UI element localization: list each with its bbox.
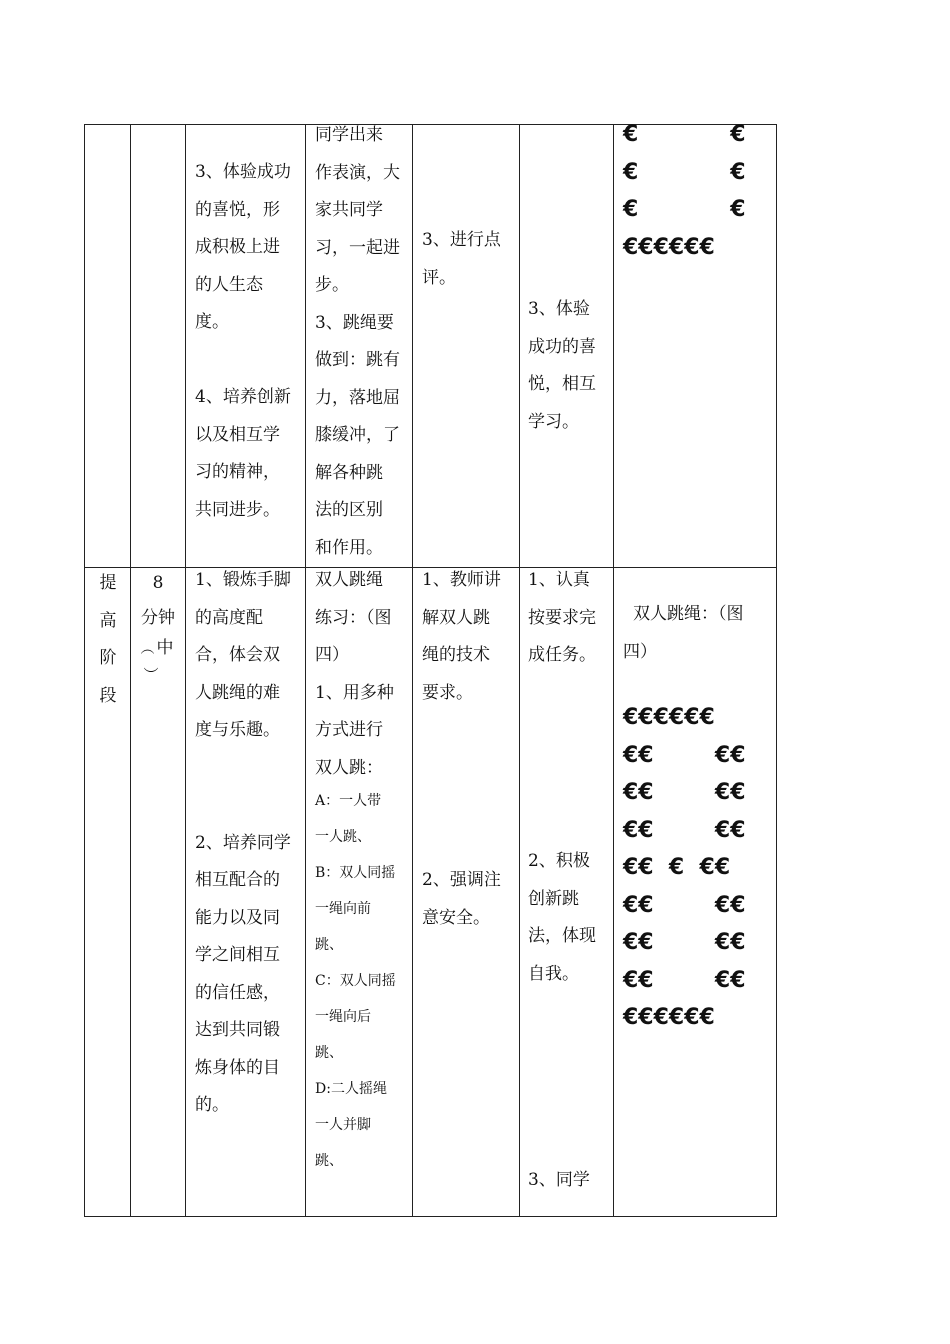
formation-row: €€ €€ xyxy=(623,817,746,843)
text-line: 1、教师讲 xyxy=(422,570,501,590)
row2-formation-caption xyxy=(623,596,773,671)
text-line: 跳、 xyxy=(315,1045,343,1061)
time-middle xyxy=(133,633,183,664)
text-line: 双人跳绳：（图 xyxy=(633,604,744,624)
text-line: 的人生态 xyxy=(195,274,263,295)
column-border xyxy=(412,124,413,1217)
text-char: 提 xyxy=(99,573,117,593)
formation-row: €€ €€ xyxy=(623,742,746,768)
text-char: 段 xyxy=(99,685,117,706)
text-line: C：双人同摇 xyxy=(315,973,396,989)
text-line: 法，体现 xyxy=(528,926,596,946)
text-line: 力，落地屈 xyxy=(315,387,400,408)
row2-student-cell-a xyxy=(528,562,596,675)
text-line: 方式进行 xyxy=(315,720,383,740)
text-line: 要求。 xyxy=(422,682,473,703)
spacer-line xyxy=(422,787,501,825)
text-line: 绳的技术 xyxy=(422,645,490,665)
text-line: 自我。 xyxy=(528,963,579,984)
text-line: 3、进行点 xyxy=(422,230,501,250)
row2-student-cell-c xyxy=(528,1162,590,1200)
text-line: 3、同学 xyxy=(528,1170,590,1190)
formation-row: € € xyxy=(623,122,746,147)
formation-row: €€ €€ xyxy=(623,892,746,918)
text-line: 2、积极 xyxy=(528,851,590,871)
text-line: 学习。 xyxy=(528,411,579,432)
text-line: 合，体会双 xyxy=(195,645,280,665)
text-line: 四） xyxy=(315,645,349,665)
text-line: 同学出来 xyxy=(315,125,383,145)
text-line: 共同进步。 xyxy=(195,499,280,520)
text-line: 悦，相互 xyxy=(528,374,596,394)
formation-row: €€ €€ xyxy=(623,780,746,805)
text-line: 跳、 xyxy=(315,1153,343,1169)
text-char: 中 xyxy=(156,637,174,658)
text-line: 3、跳绳要 xyxy=(315,312,394,333)
text-line: 四） xyxy=(623,641,657,662)
column-border xyxy=(613,124,614,1217)
text-line: 度。 xyxy=(195,312,229,332)
text-line: A：一人带 xyxy=(315,793,382,809)
text-line: 的信任感， xyxy=(195,982,280,1003)
text-line: 习，一起进 xyxy=(315,237,400,258)
text-line: 能力以及同 xyxy=(195,907,280,928)
row-border xyxy=(84,1216,777,1217)
text-line: 一绳向后 xyxy=(315,1009,371,1025)
formation-row: €€€€€€ xyxy=(623,234,715,260)
formation-row: €€€€€€ xyxy=(623,705,715,730)
text-char: 阶 xyxy=(99,648,117,668)
text-line: 双人跳绳 xyxy=(315,570,383,590)
text-line: D:二人摇绳 xyxy=(315,1081,387,1097)
text-line: 一人并脚 xyxy=(315,1117,371,1133)
lesson-plan-table xyxy=(84,124,777,1217)
column-border xyxy=(519,124,520,1217)
text-line: 成任务。 xyxy=(528,645,596,665)
spacer-line xyxy=(195,750,291,788)
text-line: 练习：（图 xyxy=(315,607,392,628)
row1-student-cell xyxy=(528,291,596,441)
text-line: 2、培养同学 xyxy=(195,832,291,853)
text-line: 成功的喜 xyxy=(528,336,596,357)
text-char: 高 xyxy=(99,610,117,631)
formation-row: € € xyxy=(623,197,746,222)
text-line: 的喜悦，形 xyxy=(195,199,280,220)
text-line: 4、培养创新 xyxy=(195,387,291,407)
spacer-line xyxy=(422,750,501,788)
text-line: 步。 xyxy=(315,275,349,295)
row2-goals-cell xyxy=(195,562,291,1125)
text-line: 1、认真 xyxy=(528,570,590,590)
text-line: 按要求完 xyxy=(528,607,596,628)
spacer-line xyxy=(422,712,501,750)
text-line: 双人跳： xyxy=(315,757,383,778)
text-line: 相互配合的 xyxy=(195,870,280,890)
text-line: 炼身体的目 xyxy=(195,1057,280,1078)
text-line: 评。 xyxy=(422,267,456,288)
text-line: 2、强调注 xyxy=(422,870,501,890)
column-border xyxy=(305,124,306,1217)
text-line: 度与乐趣。 xyxy=(195,720,280,740)
row2-content-cell xyxy=(315,562,394,787)
text-line: 家共同学 xyxy=(315,200,383,220)
text-line: B：双人同摇 xyxy=(315,865,396,881)
text-line: 膝缓冲，了 xyxy=(315,425,400,445)
formation-row: €€ €€ xyxy=(623,930,746,955)
spacer-line xyxy=(195,787,291,825)
text-line: 一人跳、 xyxy=(315,829,371,845)
text-line: 创新跳 xyxy=(528,888,579,909)
spacer-line xyxy=(195,342,291,380)
column-border xyxy=(84,124,85,1217)
column-border xyxy=(776,124,777,1217)
text-line: 分钟 xyxy=(141,607,175,628)
text-line: 人跳绳的难 xyxy=(195,682,280,703)
text-line: 跳、 xyxy=(315,937,343,953)
text-line: 成积极上进 xyxy=(195,237,280,257)
formation-row: €€ € €€ xyxy=(623,855,731,880)
text-line: 习的精神， xyxy=(195,462,280,482)
formation-row: €€ €€ xyxy=(623,967,746,993)
formation-row: €€€€€€ xyxy=(623,1005,715,1030)
column-border xyxy=(185,124,186,1217)
text-line: 解双人跳 xyxy=(422,607,490,628)
row2-content-methods xyxy=(315,783,396,1179)
text-line: 作表演，大 xyxy=(315,162,400,183)
row1-teacher-cell xyxy=(422,222,501,297)
row1-content-cell xyxy=(315,117,400,567)
row2-teacher-cell xyxy=(422,562,501,937)
spacer-line xyxy=(422,825,501,863)
text-line: 一绳向前 xyxy=(315,901,371,917)
text-line: 意安全。 xyxy=(422,907,490,928)
text-line: 1、用多种 xyxy=(315,682,394,703)
stage-label xyxy=(95,565,121,715)
text-line: 和作用。 xyxy=(315,537,383,558)
text-line: 以及相互学 xyxy=(195,424,280,445)
text-line: 的高度配 xyxy=(195,607,263,628)
text-line: 法的区别 xyxy=(315,500,383,520)
text-line: 3、体验成功 xyxy=(195,162,291,182)
text-line: 的。 xyxy=(195,1095,229,1115)
bracket-open: ︵ xyxy=(140,640,155,657)
time-label xyxy=(133,565,183,686)
text-line: 达到共同锻 xyxy=(195,1020,280,1040)
row2-student-cell-b xyxy=(528,843,596,993)
text-line: 3、体验 xyxy=(528,299,590,319)
row1-goals-cell xyxy=(195,154,291,529)
text-line: 8 xyxy=(152,573,164,593)
text-line: 学之间相互 xyxy=(195,945,280,965)
formation-row: € € xyxy=(623,159,746,185)
text-line: 解各种跳 xyxy=(315,462,383,483)
text-line: 1、锻炼手脚 xyxy=(195,570,291,590)
bracket-close: ︶ xyxy=(143,665,159,684)
text-line: 做到：跳有 xyxy=(315,350,400,370)
